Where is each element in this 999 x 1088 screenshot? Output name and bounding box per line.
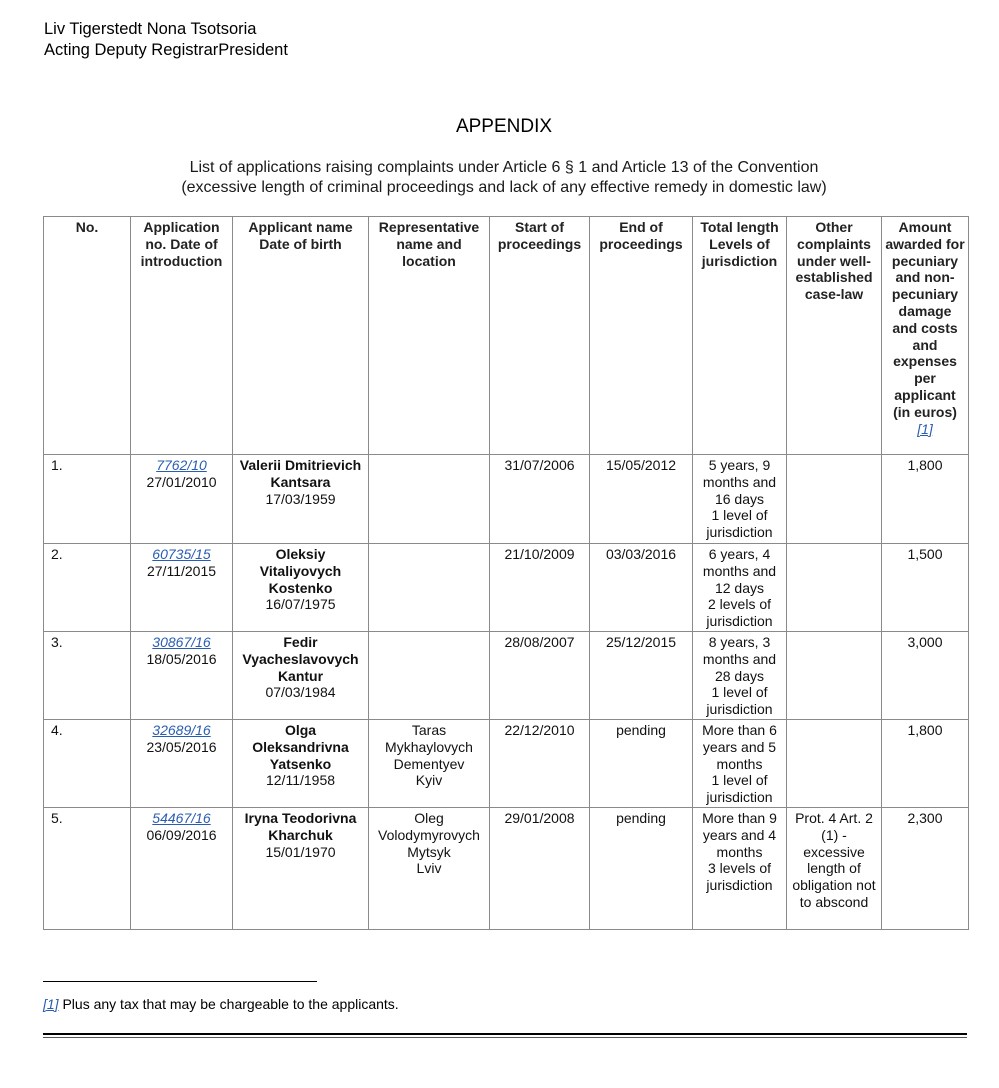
amount-awarded: 3,000	[882, 631, 969, 719]
applicant-cell	[233, 455, 369, 544]
table-row	[44, 807, 969, 929]
application-cell	[131, 719, 233, 807]
representative-name: Oleg Volodymyrovych Mytsyk	[378, 809, 480, 860]
header-representative: Representative name and location	[369, 217, 490, 455]
total-length: 8 years, 3 months and 28 days	[702, 633, 777, 684]
end-date: 15/05/2012	[590, 455, 693, 544]
subtitle-line-1: List of applications raising complaints under Article 6 § 1 and Article 13 of the Convention	[189, 159, 819, 176]
introduction-date: 06/09/2016	[146, 826, 217, 843]
header-amount	[882, 217, 969, 455]
footnote-separator	[43, 981, 317, 982]
applicant-name: Fedir Vyacheslavovych Kantur	[242, 633, 359, 684]
representative-cell	[369, 807, 490, 929]
jurisdiction-levels: 1 level of jurisdiction	[706, 684, 773, 718]
total-length-cell	[693, 807, 787, 929]
application-number-link[interactable]: 54467/16	[152, 809, 211, 826]
table-row	[44, 631, 969, 719]
representative-name: Taras Mykhaylovych Dementyev	[385, 721, 473, 772]
applications-table	[43, 216, 969, 930]
total-length: More than 9 years and 4 months	[702, 809, 777, 860]
jurisdiction-levels: 1 level of jurisdiction	[706, 772, 773, 806]
header-start: Start of proceedings	[490, 217, 590, 455]
header-total-length: Total length Levels of jurisdiction	[693, 217, 787, 455]
date-of-birth: 15/01/1970	[265, 843, 336, 860]
application-cell	[131, 807, 233, 929]
row-number: 1.	[44, 455, 131, 544]
representative-location: Lviv	[416, 860, 442, 877]
header-other-complaints: Other complaints under well-established case-law	[787, 217, 882, 455]
page-bottom-rule-thin	[43, 1037, 967, 1038]
jurisdiction-levels: 3 levels of jurisdiction	[706, 860, 773, 894]
date-of-birth: 07/03/1984	[265, 684, 336, 701]
header-amount-label: Amount awarded for pecuniary and non-pecuniary damage and costs and expenses per applicant (in euros)	[885, 219, 965, 420]
table-row	[44, 719, 969, 807]
representative-cell	[369, 719, 490, 807]
start-date: 29/01/2008	[490, 807, 590, 929]
amount-awarded: 1,500	[882, 544, 969, 632]
applicant-name: Valerii Dmitrievich Kantsara	[239, 457, 362, 490]
table-row	[44, 455, 969, 544]
footnote	[43, 996, 399, 1012]
header-application: Application no. Date of introduction	[131, 217, 233, 455]
date-of-birth: 17/03/1959	[265, 490, 336, 507]
footnote-text: Plus any tax that may be chargeable to the applicants.	[58, 996, 399, 1012]
other-complaints	[787, 631, 882, 719]
end-date: 03/03/2016	[590, 544, 693, 632]
header-applicant: Applicant name Date of birth	[233, 217, 369, 455]
header-footnote-link[interactable]: [1]	[917, 420, 933, 437]
application-number-link[interactable]: 32689/16	[152, 721, 211, 738]
applicant-cell	[233, 807, 369, 929]
start-date: 28/08/2007	[490, 631, 590, 719]
representative-location: Kyiv	[415, 772, 443, 789]
other-complaints	[787, 719, 882, 807]
end-date: pending	[590, 719, 693, 807]
application-cell	[131, 631, 233, 719]
signature-block	[44, 19, 288, 61]
applicant-name: Olga Oleksandrivna Yatsenko	[252, 721, 349, 772]
start-date: 22/12/2010	[490, 719, 590, 807]
other-complaints: Prot. 4 Art. 2 (1) - excessive length of obligation not to abscond	[787, 807, 882, 929]
end-date: 25/12/2015	[590, 631, 693, 719]
signatory-titles: Acting Deputy RegistrarPresident	[44, 41, 288, 59]
application-number-link[interactable]: 7762/10	[156, 457, 207, 473]
introduction-date: 27/01/2010	[146, 473, 217, 490]
introduction-date: 23/05/2016	[146, 738, 217, 755]
subtitle-line-2: (excessive length of criminal proceedings and lack of any effective remedy in domestic law)	[181, 179, 827, 196]
header-end: End of proceedings	[590, 217, 693, 455]
total-length: 6 years, 4 months and 12 days	[702, 546, 777, 596]
start-date: 31/07/2006	[490, 455, 590, 544]
footnote-ref-link[interactable]: [1]	[43, 996, 59, 1012]
table-body	[44, 455, 969, 930]
table-header-row	[44, 217, 969, 455]
header-no: No.	[44, 217, 131, 455]
application-number-link[interactable]: 60735/15	[152, 546, 211, 562]
introduction-date: 18/05/2016	[146, 650, 217, 667]
signatory-names: Liv Tigerstedt Nona Tsotsoria	[44, 20, 257, 38]
date-of-birth: 12/11/1958	[265, 772, 336, 789]
applicant-name: Oleksiy Vitaliyovych Kostenko	[259, 546, 342, 596]
row-number: 5.	[44, 807, 131, 929]
application-cell	[131, 544, 233, 632]
jurisdiction-levels: 1 level of jurisdiction	[706, 507, 773, 541]
amount-awarded: 2,300	[882, 807, 969, 929]
date-of-birth: 16/07/1975	[265, 596, 336, 613]
application-cell	[131, 455, 233, 544]
representative-cell	[369, 455, 490, 544]
representative-cell	[369, 544, 490, 632]
jurisdiction-levels: 2 levels of jurisdiction	[706, 596, 773, 630]
total-length-cell	[693, 719, 787, 807]
applicant-cell	[233, 719, 369, 807]
total-length-cell	[693, 631, 787, 719]
table-row	[44, 544, 969, 632]
start-date: 21/10/2009	[490, 544, 590, 632]
introduction-date: 27/11/2015	[146, 562, 217, 579]
representative-cell	[369, 631, 490, 719]
applicant-name: Iryna Teodorivna Kharchuk	[244, 809, 357, 843]
row-number: 2.	[44, 544, 131, 632]
appendix-subtitle	[0, 158, 999, 198]
page-bottom-rule	[43, 1033, 967, 1035]
applicant-cell	[233, 631, 369, 719]
total-length: 5 years, 9 months and 16 days	[702, 457, 777, 507]
row-number: 4.	[44, 719, 131, 807]
other-complaints	[787, 544, 882, 632]
total-length: More than 6 years and 5 months	[702, 721, 777, 772]
other-complaints	[787, 455, 882, 544]
total-length-cell	[693, 455, 787, 544]
end-date: pending	[590, 807, 693, 929]
appendix-heading: APPENDIX	[455, 116, 553, 137]
application-number-link[interactable]: 30867/16	[152, 633, 211, 650]
amount-awarded: 1,800	[882, 719, 969, 807]
row-number: 3.	[44, 631, 131, 719]
total-length-cell	[693, 544, 787, 632]
applicant-cell	[233, 544, 369, 632]
amount-awarded: 1,800	[882, 455, 969, 544]
